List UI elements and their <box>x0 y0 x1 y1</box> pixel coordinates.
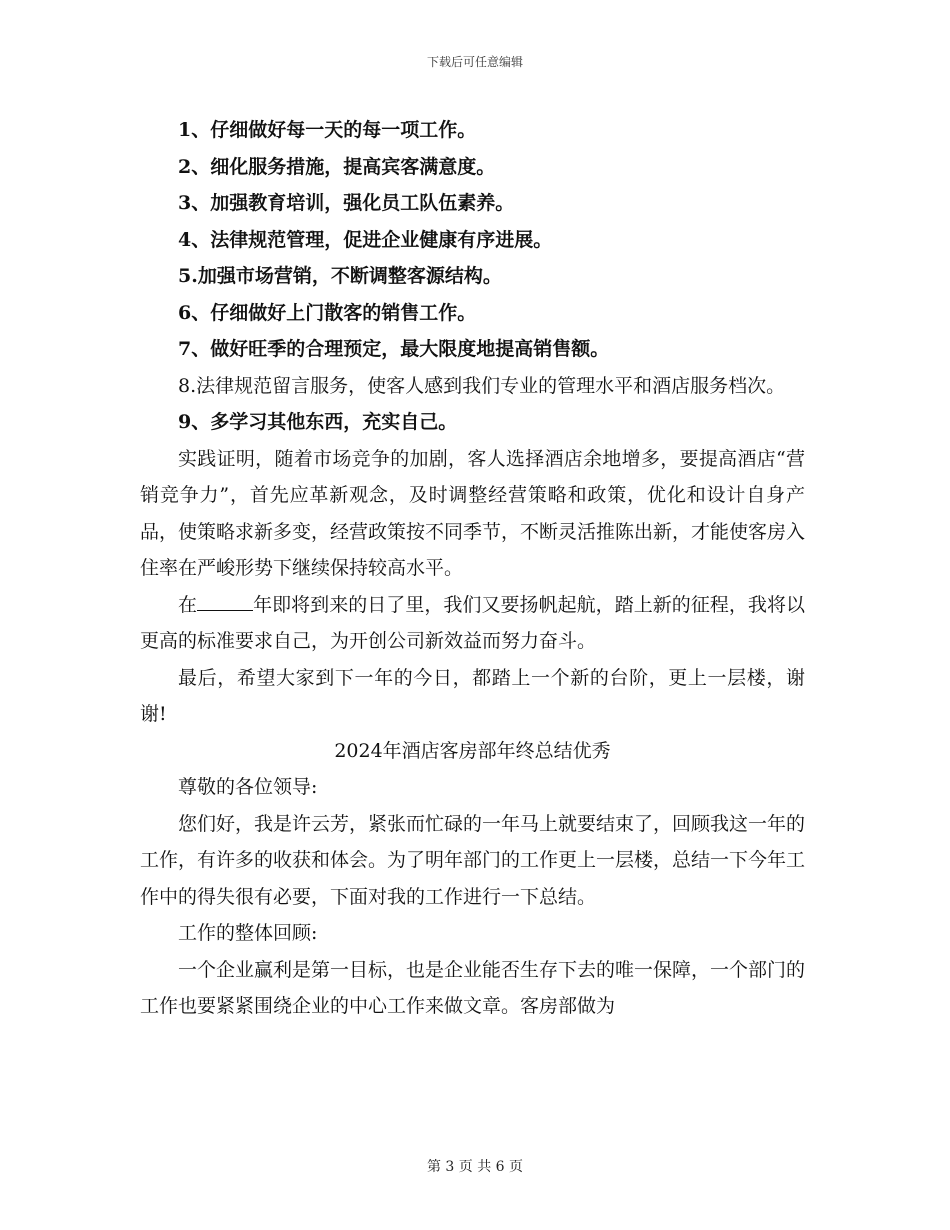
document-body <box>140 112 805 1025</box>
paragraph-closing: 最后，希望大家到下一年的今日，都踏上一个新的台阶，更上一层楼，谢谢! <box>140 666 805 725</box>
list-item-5: 5.加强市场营销，不断调整客源结构。 <box>178 265 502 287</box>
list-item-9: 9、多学习其他东西，充实自己。 <box>178 411 458 433</box>
paragraph-intro: 您们好，我是许云芳，紧张而忙碌的一年马上就要结束了，回顾我这一年的工作，有许多的收获和体会。为了明年部门的工作更上一层楼，总结一下今年工作中的得失很有必要，下面对我的工作进行一下总结。 <box>140 812 806 908</box>
paragraph-practice: 实践证明，随着市场竞争的加剧，客人选择酒店余地增多，要提高酒店“营销竞争力”，首先应革新观念，及时调整经营策略和政策，优化和设计自身产品，使策略求新多变，经营政策按不同季节，不断灵活推陈出新，才能使客房入住率在严峻形势下继续保持较高水平。 <box>140 447 806 579</box>
list-item-7: 7、做好旺季的合理预定，最大限度地提高销售额。 <box>178 338 610 360</box>
list-item-1: 1、仔细做好每一天的每一项工作。 <box>178 119 477 141</box>
page-footer-number: 第 3 页 共 6 页 <box>426 1159 524 1175</box>
list-item-3: 3、加强教育培训，强化员工队伍素养。 <box>178 192 515 214</box>
list-item-2: 2、细化服务措施，提高宾客满意度。 <box>178 155 496 178</box>
coming-year-prefix: 在 <box>178 593 198 616</box>
list-item-6: 6、仔细做好上门散客的销售工作。 <box>178 301 477 324</box>
blank-year-underline <box>197 592 253 611</box>
coming-year-suffix: 年即将到来的日了里，我们又要扬帆起航，踏上新的征程，我将以更高的标准要求自己，为开创公司新效益而努力奋斗。 <box>140 593 805 652</box>
section-title: 2024年酒店客房部年终总结优秀 <box>334 739 611 762</box>
list-item-8: 8.法律规范留言服务，使客人感到我们专业的管理水平和酒店服务档次。 <box>178 374 786 397</box>
overview-heading: 工作的整体回顾: <box>178 922 318 944</box>
paragraph-overview: 一个企业赢利是第一目标，也是企业能否生存下去的唯一保障，一个部门的工作也要紧紧围绕企业的中心工作来做文章。客房部做为 <box>140 958 806 1017</box>
list-item-4: 4、法律规范管理，促进企业健康有序进展。 <box>178 228 553 251</box>
page-header-note: 下载后可任意编辑 <box>426 55 523 69</box>
salutation: 尊敬的各位领导: <box>178 776 318 798</box>
paragraph-coming-year <box>140 587 805 660</box>
